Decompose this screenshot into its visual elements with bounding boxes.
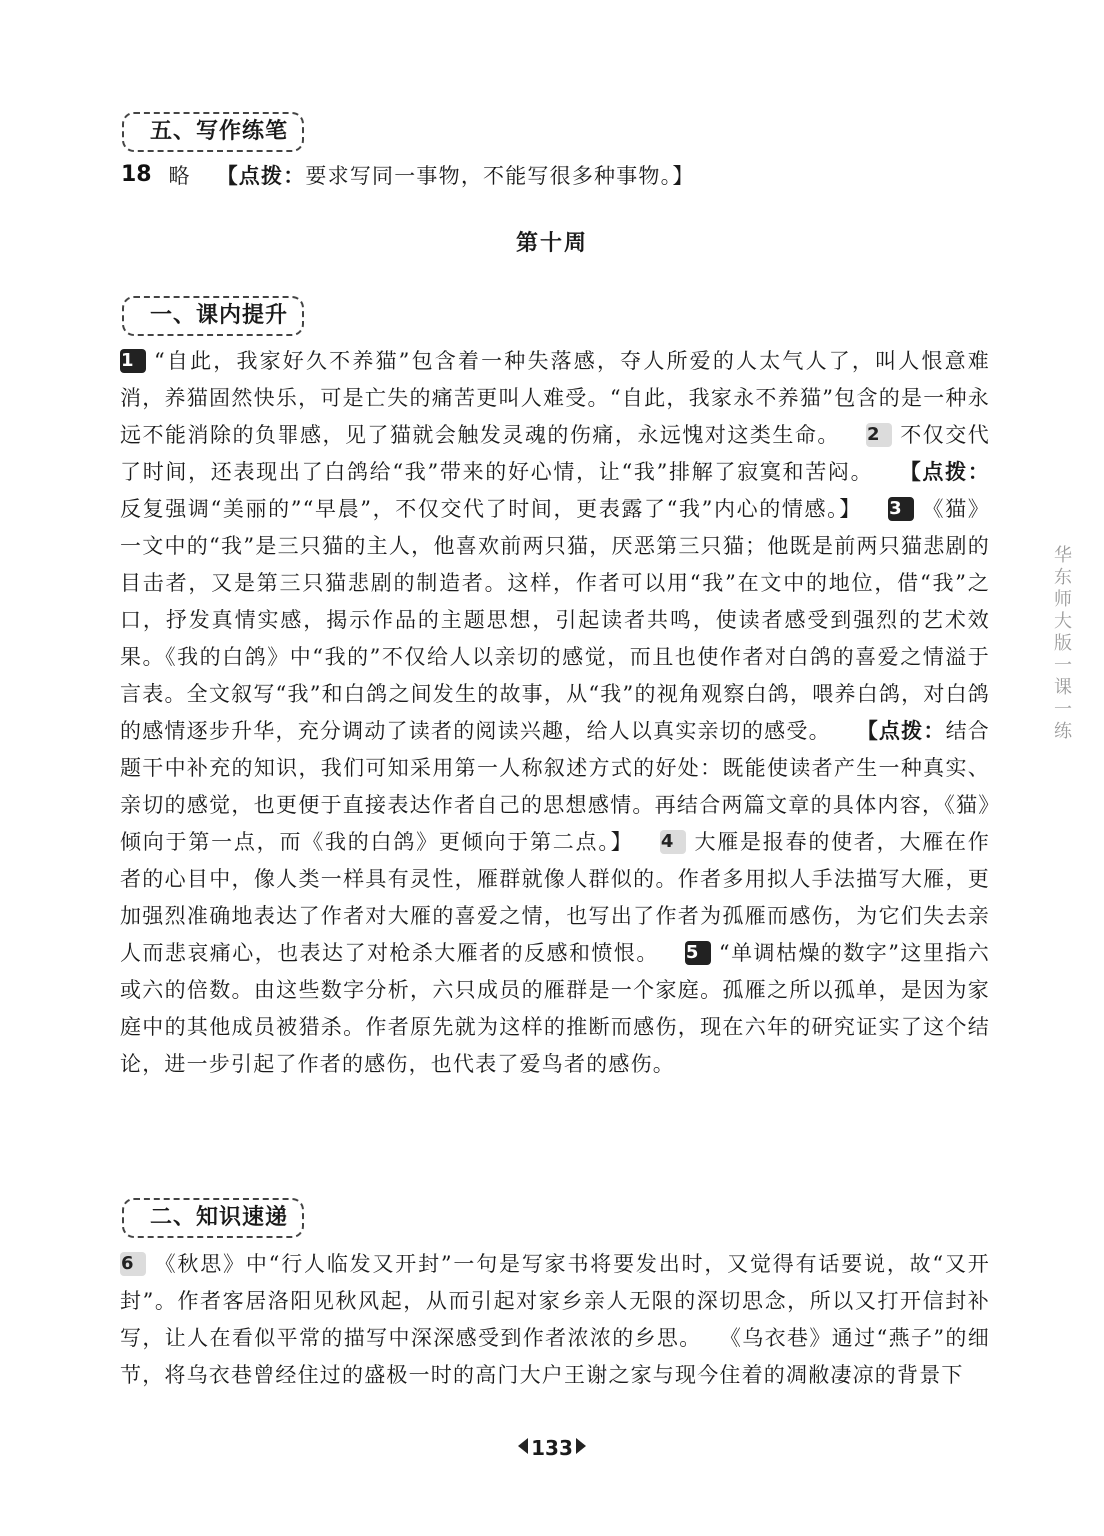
page-number [0,1436,1104,1460]
q5-number: 5 [685,941,711,965]
q5-text: “单调枯燥的数字”这里指六或六的倍数。由这些数字分析，六只成员的雁群是一个家庭。孤雁之所以孤单，是因为家庭中的其他成员被猎杀。作者原先就为这样的推断而感伤，现在六年的研究证实了这个结论，进一步引起了作者的感伤，也代表了爱鸟者的感伤。 [120,941,990,1076]
section-header-writing: 五、写作练笔 [122,112,304,152]
q18-tip-label: 【点拨： [216,164,306,188]
section-header-in-class: 一、课内提升 [122,296,304,336]
q1-text: “自此，我家好久不养猫”包含着一种失落感，夺人所爱的人太气人了，叫人恨意难消，养猫固然快乐，可是亡失的痛苦更叫人难受。“自此，我家永不养猫”包含的是一种永远不能消除的负罪感，见了猫就会触发灵魂的伤痛，永远愧对这类生命。 [120,349,990,447]
left-arrow-icon [518,1438,528,1454]
q2-number: 2 [866,423,892,447]
q4-text: 大雁是报春的使者，大雁在作者的心目中，像人类一样具有灵性，雁群就像人群似的。作者多用拟人手法描写大雁，更加强烈准确地表达了作者对大雁的喜爱之情，也写出了作者为孤雁而感伤，为它们失去亲人而悲哀痛心，也表达了对枪杀大雁者的反感和愤恨。 [120,830,990,965]
right-arrow-icon [576,1438,586,1454]
q4-number: 4 [660,830,686,854]
in-class-answers [120,343,990,1083]
q1-number: 1 [120,349,146,373]
q6-number: 6 [120,1252,146,1276]
q2-tip-text: 反复强调“美丽的”“早晨”，不仅交代了时间，更表露了“我”内心的情感。】 [120,497,862,521]
q18-block [120,158,990,195]
q3-text: 《猫》一文中的“我”是三只猫的主人，他喜欢前两只猫，厌恶第三只猫；他既是前两只猫悲剧的目击者，又是第三只猫悲剧的制造者。这样，作者可以用“我”在文中的地位，借“我”之口，抒发真情实感，揭示作品的主题思想，引起读者共鸣，使读者感受到强烈的艺术效果。《我的白鸽》中“我的”不仅给人以亲切的感觉，而且也使作者对白鸽的喜爱之情溢于言表。全文叙写“我”和白鸽之间发生的故事，从“我”的视角观察白鸽，喂养白鸽，对白鸽的感情逐步升华，充分调动了读者的阅读兴趣，给人以真实亲切的感受。 [120,497,990,743]
q3-tip-text: 结合题干中补充的知识，我们可知采用第一人称叙述方式的好处：既能使读者产生一种真实、亲切的感觉，也更便于直接表达作者自己的思想感情。再结合两篇文章的具体内容，《猫》倾向于第一点，而《我的白鸽》更倾向于第二点。】 [120,719,990,854]
page-number-value: 133 [531,1436,573,1460]
section-header-knowledge: 二、知识速递 [122,1198,304,1238]
q18-tip-text: 要求写同一事物，不能写很多种事物。】 [305,164,695,188]
week-title: 第十周 [515,231,588,256]
side-book-title: 华东师大版一课一练 [1051,545,1072,743]
q3-tip-label: 【点拨： [856,719,946,743]
q2-text: 不仅交代了时间，还表现出了白鸽给“我”带来的好心情，让“我”排解了寂寞和苦闷。 [120,423,990,484]
q18-answer: 略 [168,164,191,188]
q3-number: 3 [888,497,914,521]
q6-text-continued: 《乌衣巷》通过“燕子”的细节，将乌衣巷曾经住过的盛极一时的高门大户王谢之家与现今住着的凋敝凄凉的背景下 [120,1326,990,1387]
q6-text: 《秋思》中“行人临发又开封”一句是写家书将要发出时，又觉得有话要说，故“又开封”。作者客居洛阳见秋风起，从而引起对家乡亲人无限的深切思念，所以又打开信封补写，让人在看似平常的描写中深深感受到作者浓浓的乡思。 [120,1252,990,1350]
q2-tip-label: 【点拨： [899,460,990,484]
q18-number: 18 [121,162,152,187]
knowledge-answers [120,1246,990,1394]
